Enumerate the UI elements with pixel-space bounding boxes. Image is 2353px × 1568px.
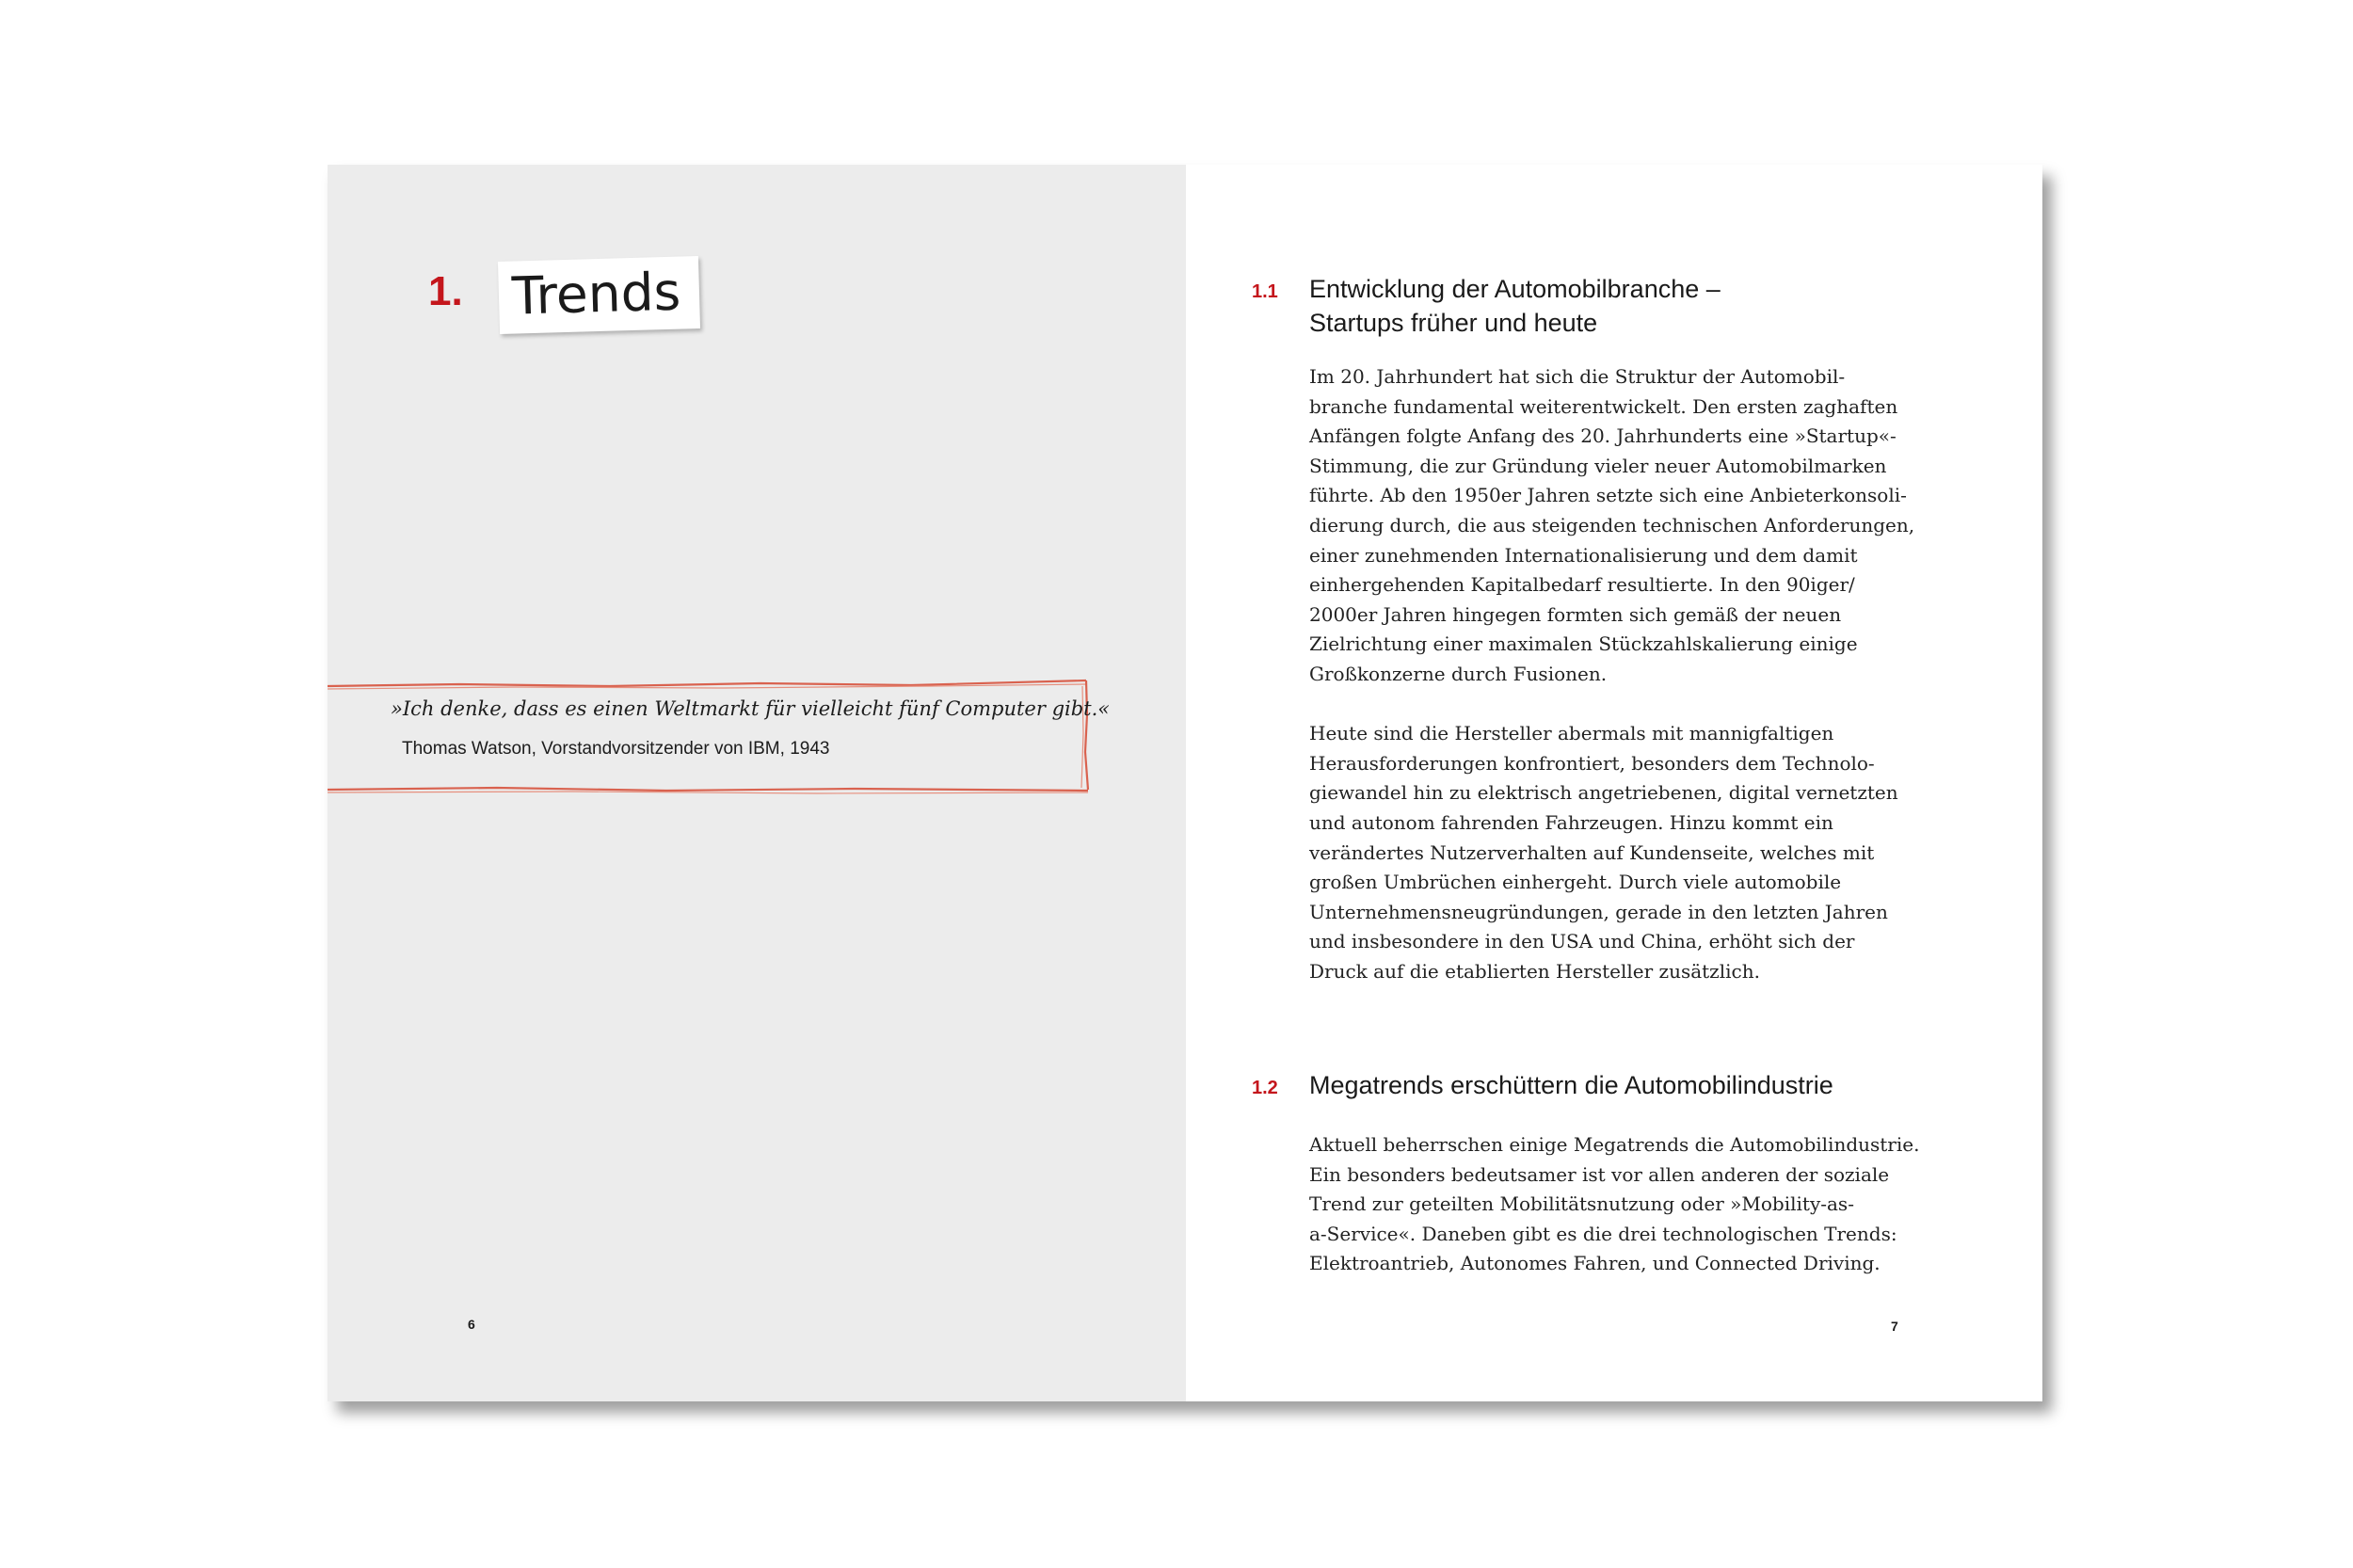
- chapter-title: Trends: [498, 256, 700, 334]
- text-line: Elektroantrieb, Autonomes Fahren, und Connected Driving.: [1309, 1252, 1881, 1275]
- text-line: giewandel hin zu elektrisch angetriebenen, digital vernetzten: [1309, 781, 1898, 805]
- text-line: Im 20. Jahrhundert hat sich die Struktur der Automobil-: [1309, 365, 1846, 388]
- text-line: führte. Ab den 1950er Jahren setzte sich eine Anbieterkonsoli-: [1309, 484, 1907, 507]
- text-line: Großkonzerne durch Fusionen.: [1309, 662, 1608, 685]
- text-line: Trend zur geteilten Mobilitätsnutzung oder »Mobility-as-: [1309, 1192, 1854, 1216]
- left-page: [328, 165, 1186, 1401]
- text-line: verändertes Nutzerverhalten auf Kundenseite, welches mit: [1309, 840, 1875, 864]
- quote-frame: [328, 677, 1111, 793]
- text-line: Aktuell beherrschen einige Megatrends die Automobilindustrie.: [1309, 1133, 1920, 1156]
- text-line: branche fundamental weiterentwickelt. Den ersten zaghaften: [1309, 394, 1898, 418]
- text-line: Heute sind die Hersteller abermals mit mannigfaltigen: [1309, 722, 1834, 745]
- right-page: [1186, 165, 2042, 1401]
- text-line: dierung durch, die aus steigenden technischen Anforderungen,: [1309, 513, 1915, 536]
- section-title-1-2: Megatrends erschüttern die Automobilindustrie: [1309, 1071, 1833, 1099]
- text-line: Zielrichtung einer maximalen Stückzahlskalierung einige: [1309, 632, 1858, 656]
- text-line: einhergehenden Kapitalbedarf resultierte. In den 90iger/: [1309, 573, 1855, 597]
- text-line: Anfängen folgte Anfang des 20. Jahrhunderts eine »Startup«-: [1309, 424, 1897, 448]
- section-1-1-body: [1309, 362, 1915, 986]
- quote-text: »Ich denke, dass es einen Weltmarkt für vielleicht fünf Computer gibt.«: [391, 697, 1111, 720]
- page-number-left: 6: [468, 1317, 475, 1332]
- text-line: Unternehmensneugründungen, gerade in den letzten Jahren: [1309, 900, 1888, 923]
- text-line: einer zunehmenden Internationalisierung und dem damit: [1309, 543, 1858, 567]
- page-number-right: 7: [1891, 1319, 1898, 1334]
- section-title-line: Entwicklung der Automobilbranche –: [1309, 275, 1721, 303]
- book-spread: [328, 165, 2042, 1401]
- text-line: großen Umbrüchen einhergeht. Durch viele automobile: [1309, 871, 1842, 894]
- chapter-number: 1.: [428, 268, 463, 314]
- text-line: Herausforderungen konfrontiert, besonders dem Technolo-: [1309, 751, 1875, 775]
- text-line: Druck auf die etablierten Hersteller zusätzlich.: [1309, 959, 1760, 983]
- text-line: a-Service«. Daneben gibt es die drei technologischen Trends:: [1309, 1222, 1897, 1245]
- text-line: und insbesondere in den USA und China, erhöht sich der: [1309, 930, 1855, 953]
- text-line: Stimmung, die zur Gründung vieler neuer Automobilmarken: [1309, 454, 1887, 477]
- section-title-1-1: [1309, 272, 1721, 340]
- text-line: 2000er Jahren hingegen formten sich gemäß der neuen: [1309, 602, 1842, 626]
- text-line: und autonom fahrenden Fahrzeugen. Hinzu kommt ein: [1309, 810, 1833, 834]
- section-number-1-2: 1.2: [1252, 1078, 1278, 1098]
- quote-author: Thomas Watson, Vorstandvorsitzender von IBM, 1943: [402, 739, 830, 759]
- section-title-line: Startups früher und heute: [1309, 309, 1598, 337]
- section-1-2-body: [1309, 1130, 1920, 1279]
- text-line: Ein besonders bedeutsamer ist vor allen anderen der soziale: [1309, 1162, 1890, 1186]
- section-number-1-1: 1.1: [1252, 281, 1278, 302]
